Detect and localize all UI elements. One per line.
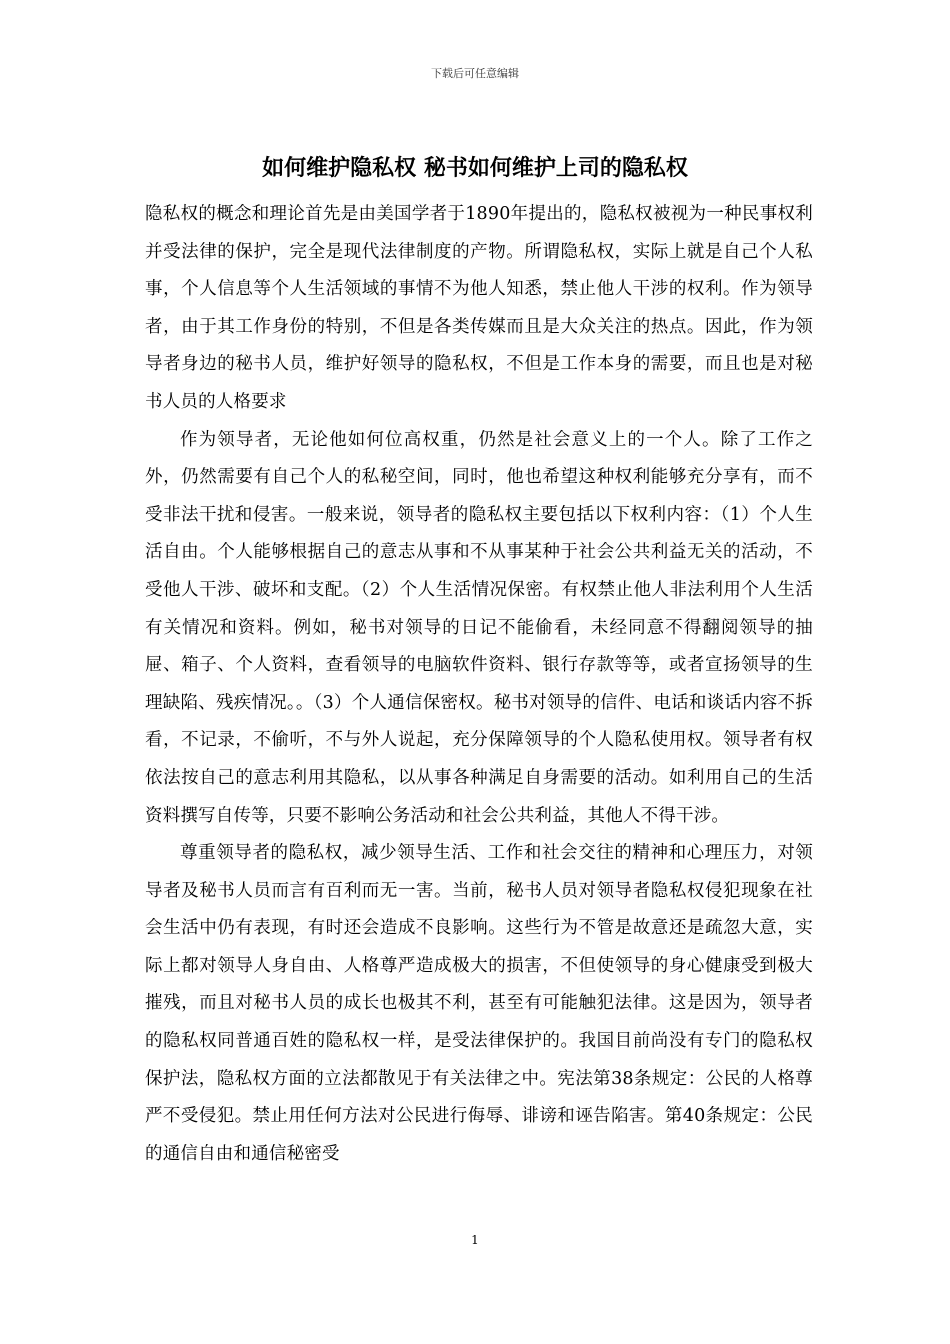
- paragraph-3: 尊重领导者的隐私权，减少领导生活、工作和社会交往的精神和心理压力，对领导者及秘书人员而言有百利而无一害。当前，秘书人员对领导者隐私权侵犯现象在社会生活中仍有表现，有时还会造成不良影响。这些行为不管是故意还是疏忽大意，实际上都对领导人身自由、人格尊严造成极大的损害，不但使领导的身心健康受到极大摧残，而且对秘书人员的成长也极其不利，甚至有可能触犯法律。这是因为，领导者的隐私权同普通百姓的隐私权一样，是受法律保护的。我国目前尚没有专门的隐私权保护法，隐私权方面的立法都散见于有关法律之中。宪法第38条规定：公民的人格尊严不受侵犯。禁止用任何方法对公民进行侮辱、诽谤和诬告陷害。第40条规定：公民的通信自由和通信秘密受: [145, 843, 813, 1164]
- header-note: 下载后可任意编辑: [431, 67, 519, 80]
- paragraph-2: 作为领导者，无论他如何位高权重，仍然是社会意义上的一个人。除了工作之外，仍然需要有自己个人的私秘空间，同时，他也希望这种权利能够充分享有，而不受非法干扰和侵害。一般来说，领导者的隐私权主要包括以下权利内容：（1）个人生活自由。个人能够根据自己的意志从事和不从事某种于社会公共利益无关的活动，不受他人干涉、破坏和支配。（2）个人生活情况保密。有权禁止他人非法利用个人生活有关情况和资料。例如，秘书对领导的日记不能偷看，未经同意不得翻阅领导的抽屉、箱子、个人资料，查看领导的电脑软件资料、银行存款等等，或者宣扬领导的生理缺陷、残疾情况。。（3）个人通信保密权。秘书对领导的信件、电话和谈话内容不拆看，不记录，不偷听，不与外人说起，充分保障领导的个人隐私使用权。领导者有权依法按自己的意志利用其隐私，以从事各种满足自身需要的活动。如利用自己的生活资料撰写自传等，只要不影响公务活动和社会公共利益，其他人不得干涉。: [145, 429, 813, 826]
- document-body: [145, 196, 813, 1173]
- document-title: 如何维护隐私权 秘书如何维护上司的隐私权: [262, 155, 688, 181]
- page-number: 1: [471, 1233, 479, 1247]
- paragraph-1: 隐私权的概念和理论首先是由美国学者于1890年提出的，隐私权被视为一种民事权利并受法律的保护，完全是现代法律制度的产物。所谓隐私权，实际上就是自己个人私事，个人信息等个人生活领域的事情不为他人知悉，禁止他人干涉的权利。作为领导者，由于其工作身份的特别，不但是各类传媒而且是大众关注的热点。因此，作为领导者身边的秘书人员，维护好领导的隐私权，不但是工作本身的需要，而且也是对秘书人员的人格要求: [145, 204, 813, 412]
